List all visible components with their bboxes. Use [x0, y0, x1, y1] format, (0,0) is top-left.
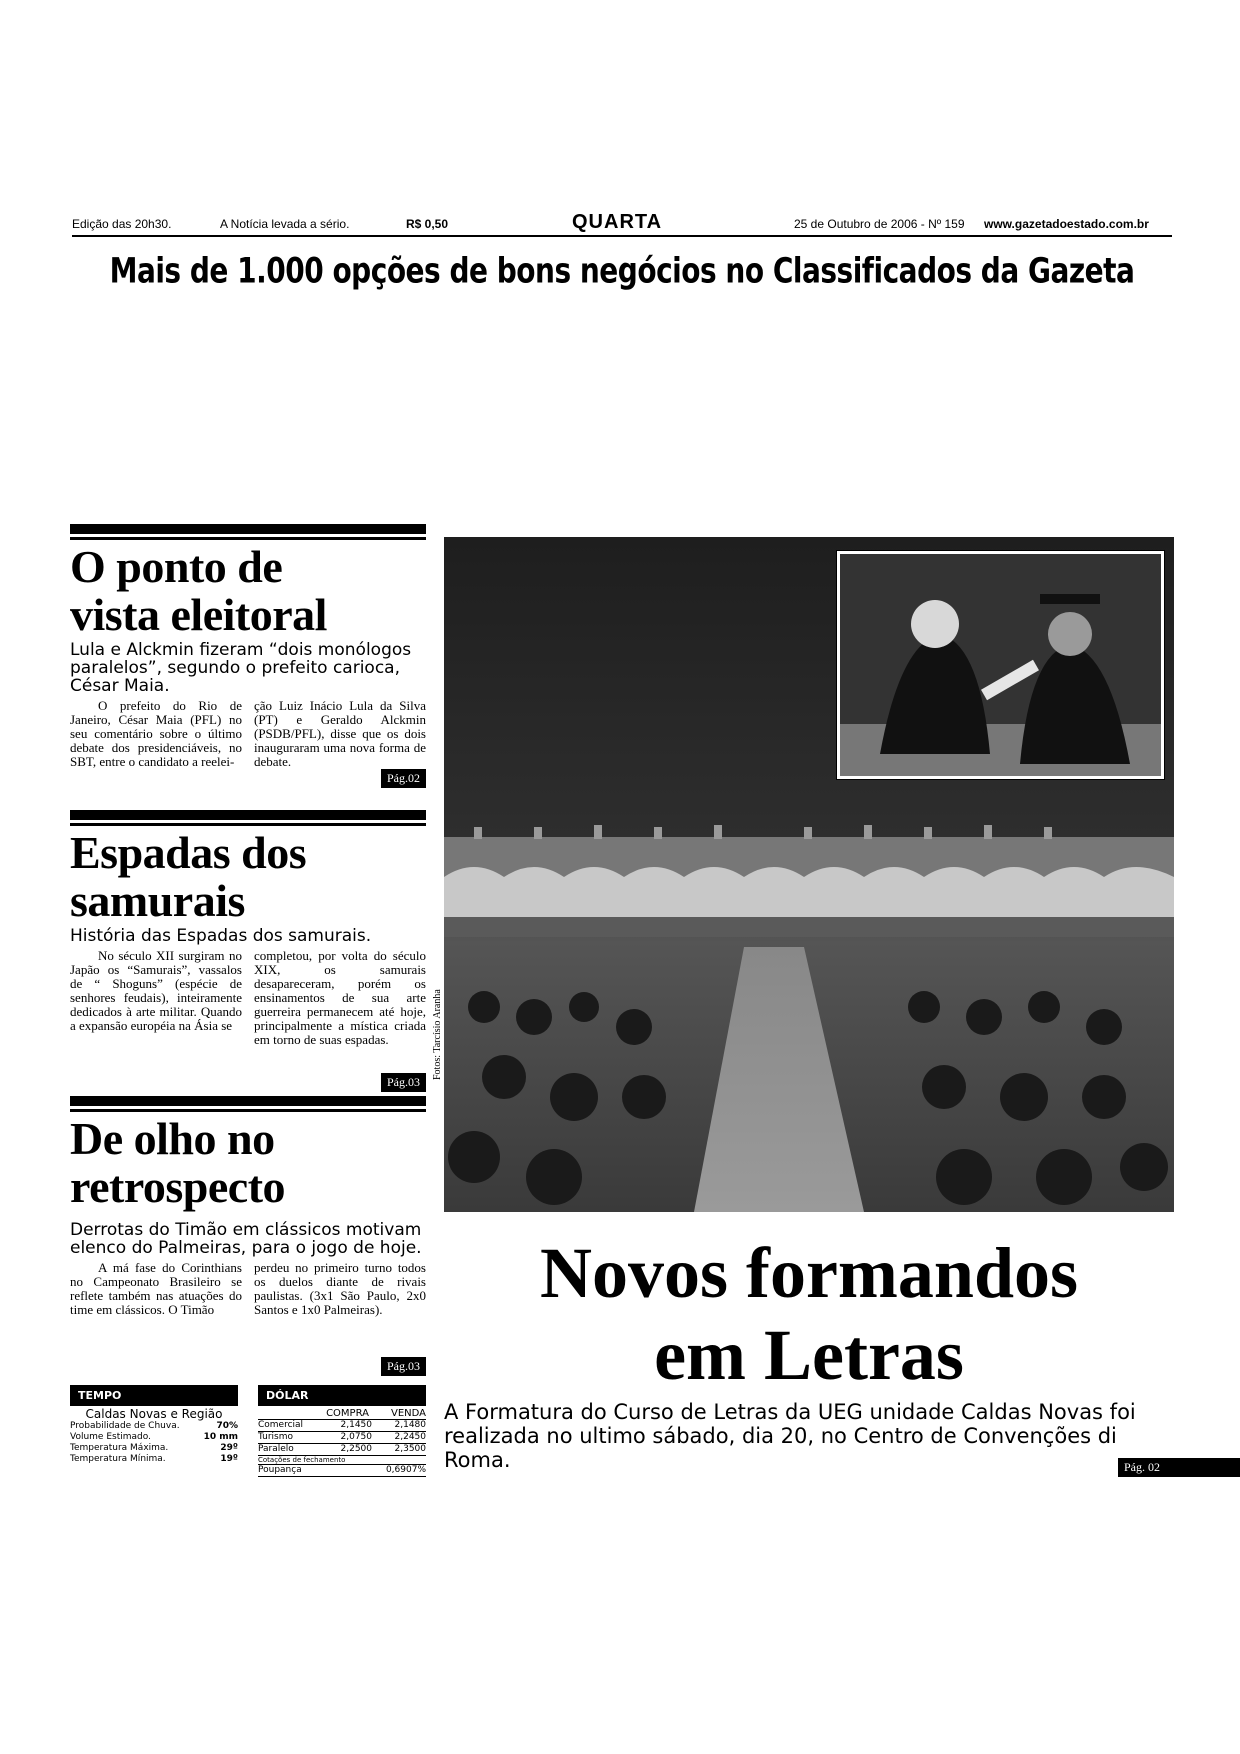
issue-date: 25 de Outubro de 2006 - Nº 159: [794, 217, 965, 231]
classifieds-tagline: Mais de 1.000 opções de bons negócios no Classificados da Gazeta: [109, 249, 1135, 292]
story-retrospect: [70, 1096, 426, 1376]
story-body: [70, 1261, 426, 1317]
weather-value: 29º: [220, 1443, 238, 1453]
story-deck: Derrotas do Timão em clássicos motivam elenco do Palmeiras, para o jogo de hoje.: [70, 1220, 422, 1258]
main-headline: Novos formandos em Letras: [539, 1233, 1079, 1395]
dollar-box: [258, 1385, 426, 1477]
weather-value: 19º: [220, 1454, 238, 1464]
story-col-2: perdeu no primeiro turno todos os duelos diante de rivais paulistas. (3x1 São Paulo, 2x0 Santos e 1x0 Palmeiras).: [254, 1260, 426, 1317]
story-headline: De olho no retrospecto: [70, 1113, 286, 1212]
story-body: [70, 699, 426, 769]
motto: A Notícia levada a sério.: [220, 217, 350, 231]
savings-row: Poupança 0,6907%: [258, 1465, 426, 1475]
dollar-note: Cotações de fechamento: [258, 1456, 426, 1465]
photo-credit: Fotos: Tarcísio Aranha: [432, 989, 443, 1080]
page-ref: Pág.03: [381, 1073, 426, 1092]
story-rule: [70, 524, 426, 537]
story-rule: [70, 810, 426, 823]
main-page-ref: Pág. 02: [1118, 1458, 1240, 1477]
graduates-inset-art: [840, 554, 1161, 776]
graduates-inset-photo: [837, 551, 1164, 779]
dollar-row: Comercial 2,1450 2,1480: [258, 1420, 426, 1430]
dollar-col-sell: VENDA: [390, 1408, 426, 1419]
story-rule: [70, 1096, 426, 1109]
dollar-row: Turismo 2,0750 2,2450: [258, 1432, 426, 1442]
dollar-row: Paralelo 2,2500 2,3500: [258, 1444, 426, 1454]
weather-label: Temperatura Mínima.: [70, 1454, 166, 1464]
story-col-1: A má fase do Corinthians no Campeonato Brasileiro se reflete também nas atuações do time em clássicos. O Timão: [70, 1260, 242, 1317]
weather-region: Caldas Novas e Região: [85, 1407, 223, 1421]
weather-label: Temperatura Máxima.: [70, 1443, 169, 1453]
story-col-2: completou, por volta do século XIX, os samurais desapareceram, porém os ensinamentos de sua arte guerreira permanecem até hoje, principalmente a mística criada em torno de suas espadas.: [254, 948, 426, 1047]
story-electoral: [70, 524, 426, 814]
story-headline: O ponto de vista eleitoral: [70, 541, 327, 640]
weather-header: TEMPO: [70, 1385, 238, 1406]
page-ref: Pág.02: [381, 769, 426, 788]
story-body: [70, 949, 426, 1047]
weekday: QUARTA: [572, 211, 663, 233]
weather-label: Probabilidade de Chuva.: [70, 1421, 180, 1431]
weather-box: [70, 1385, 238, 1465]
main-deck: A Formatura do Curso de Letras da UEG unidade Caldas Novas foi realizada no ultimo sábado, dia 20, no Centro de Convenções di Roma.: [444, 1400, 1136, 1472]
price: R$ 0,50: [406, 217, 449, 231]
website: www.gazetadoestado.com.br: [984, 217, 1149, 231]
dollar-header: DÓLAR: [258, 1385, 426, 1406]
story-col-1: No século XII surgiram no Japão os “Samurais”, vassalos de “ Shoguns” (espécie de senhores feudais), inteiramente dedicados à arte militar. Quando a expansão européia na Ásia se: [70, 948, 242, 1033]
masthead: [72, 213, 1172, 237]
weather-label: Volume Estimado.: [70, 1432, 151, 1442]
dollar-col-buy: COMPRA: [326, 1408, 369, 1419]
page-ref: Pág.03: [381, 1357, 426, 1376]
story-col-1: O prefeito do Rio de Janeiro, César Maia (PFL) no seu comentário sobre o último debate dos presidenciáveis, no SBT, entre o candidato a reelei-: [70, 698, 242, 769]
weather-value: 70%: [216, 1421, 238, 1431]
story-col-2: ção Luiz Inácio Lula da Silva (PT) e Geraldo Alckmin (PSDB/PFL), disse que os dois inauguraram uma nova forma de debate.: [254, 698, 426, 769]
dollar-columns: [258, 1408, 426, 1420]
story-headline: Espadas dos samurais: [70, 827, 307, 926]
story-samurai: [70, 810, 426, 1092]
story-deck: Lula e Alckmin fizeram “dois monólogos paralelos”, segundo o prefeito carioca, César Maia.: [70, 640, 412, 696]
story-deck: História das Espadas dos samurais.: [70, 926, 372, 946]
weather-value: 10 mm: [203, 1432, 238, 1442]
edition-label: Edição das 20h30.: [72, 217, 172, 231]
